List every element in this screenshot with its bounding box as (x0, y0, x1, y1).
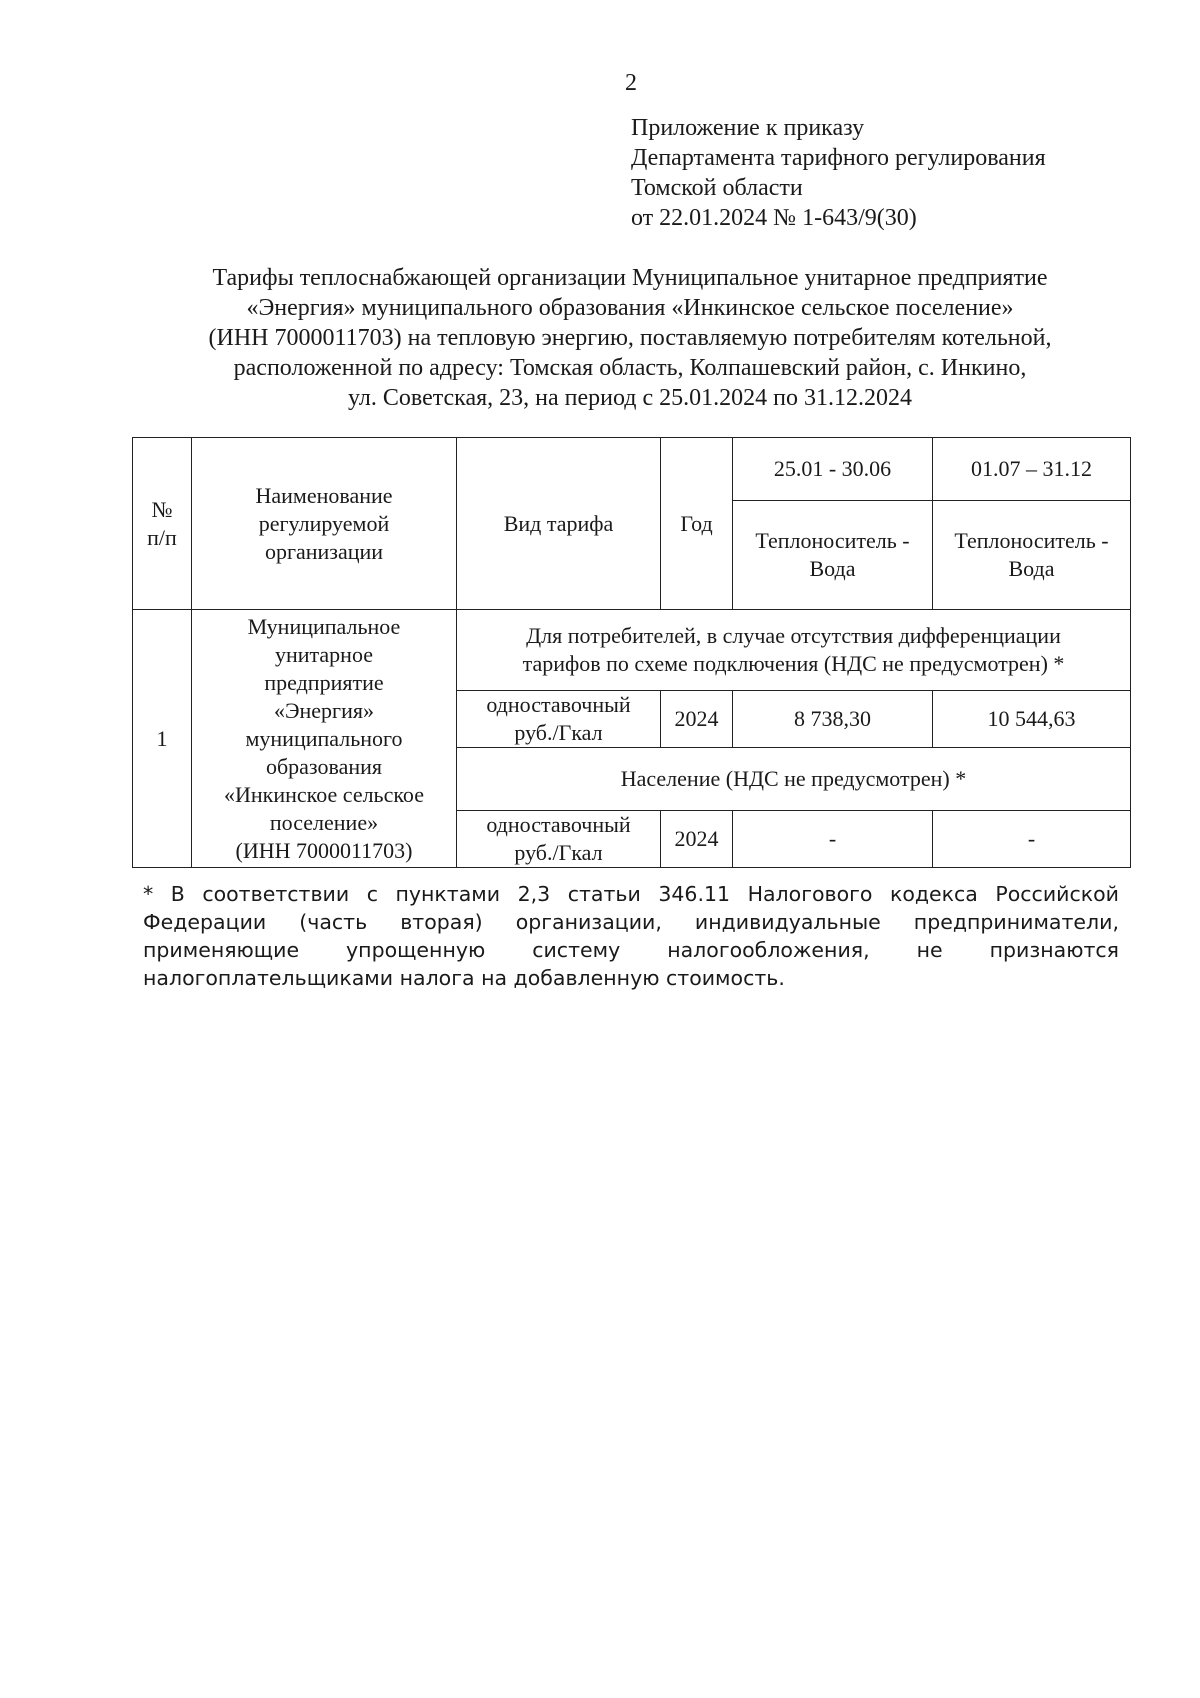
header-number-abbr: п/п (147, 524, 177, 550)
consumer-group-line: Для потребителей, в случае отсутствия дифференциации (526, 623, 1061, 648)
tariff-type-line: одноставочный (486, 812, 631, 837)
document-title (130, 263, 1130, 413)
title-line: расположенной по адресу: Томская область, Колпашевский район, с. Инкино, (233, 355, 1027, 381)
header-carrier-2 (933, 501, 1131, 610)
tariff-type-cell (457, 691, 661, 748)
organization-line: унитарное (274, 641, 373, 667)
appendix-block (631, 113, 1046, 233)
organization-line: «Инкинское сельское (224, 781, 424, 807)
tariff-value-period-1: 8 738,30 (733, 691, 933, 748)
year-cell: 2024 (661, 691, 733, 748)
header-period-2: 01.07 – 31.12 (933, 438, 1131, 501)
consumer-group-label (457, 610, 1131, 691)
page-number: 2 (625, 70, 637, 96)
header-carrier-1 (733, 501, 933, 610)
header-carrier-line: Вода (1008, 556, 1055, 581)
row-number-cell: 1 (133, 610, 192, 868)
header-carrier-line: Теплоноситель - (755, 528, 910, 553)
title-line: (ИНН 7000011703) на тепловую энергию, поставляемую потребителям котельной, (208, 325, 1052, 351)
row-organization-cell (192, 610, 457, 868)
organization-line: «Энергия» (274, 697, 374, 723)
tariff-type-cell (457, 811, 661, 868)
tariff-type-line: одноставочный (486, 692, 631, 717)
tariff-unit-line: руб./Гкал (514, 840, 603, 865)
organization-line: образования (265, 753, 383, 779)
title-line: «Энергия» муниципального образования «Инкинское сельское поселение» (246, 295, 1014, 321)
consumer-group-line: тарифов по схеме подключения (НДС не предусмотрен) * (522, 651, 1065, 676)
organization-line: Муниципальное (247, 613, 401, 639)
header-tariff-type-cell: Вид тарифа (457, 438, 661, 610)
organization-line: муниципального (245, 725, 403, 751)
header-period-1: 25.01 - 30.06 (733, 438, 933, 501)
header-carrier-line: Вода (809, 556, 856, 581)
population-group-label: Население (НДС не предусмотрен) * (457, 748, 1131, 811)
header-organization-line: Наименование (255, 482, 393, 508)
appendix-line: Томской области (631, 175, 803, 201)
appendix-line: Департамента тарифного регулирования (631, 145, 1046, 171)
appendix-order-date: от 22.01.2024 № 1-643/9(30) (631, 205, 917, 231)
tariff-unit-line: руб./Гкал (514, 720, 603, 745)
tariff-value-period-2: - (933, 811, 1131, 868)
organization-line: поселение» (269, 809, 379, 835)
tariff-value-period-2: 10 544,63 (933, 691, 1131, 748)
organization-line: предприятие (264, 669, 384, 695)
header-organization-line: регулируемой (258, 510, 390, 536)
header-carrier-line: Теплоноситель - (954, 528, 1109, 553)
title-line: ул. Советская, 23, на период с 25.01.2024 по 31.12.2024 (347, 385, 913, 411)
footnote: * В соответствии с пунктами 2,3 статьи 346.11 Налогового кодекса Российской Федерации (часть вторая) организации, индивидуальные предприниматели, применяющие упрощенную систему налогообложения, не признаются налогоплательщиками налога на добавленную стоимость. (143, 882, 1119, 990)
year-cell: 2024 (661, 811, 733, 868)
organization-line: (ИНН 7000011703) (235, 837, 413, 863)
header-number-cell (133, 438, 192, 610)
header-organization-line: организации (264, 538, 384, 564)
tariff-value-period-1: - (733, 811, 933, 868)
header-number-symbol: № (151, 496, 173, 522)
header-year-cell: Год (661, 438, 733, 610)
appendix-line: Приложение к приказу (631, 115, 865, 141)
tariff-table (132, 437, 1131, 868)
header-organization-cell (192, 438, 457, 610)
title-line: Тарифы теплоснабжающей организации Муниципальное унитарное предприятие (212, 265, 1048, 291)
